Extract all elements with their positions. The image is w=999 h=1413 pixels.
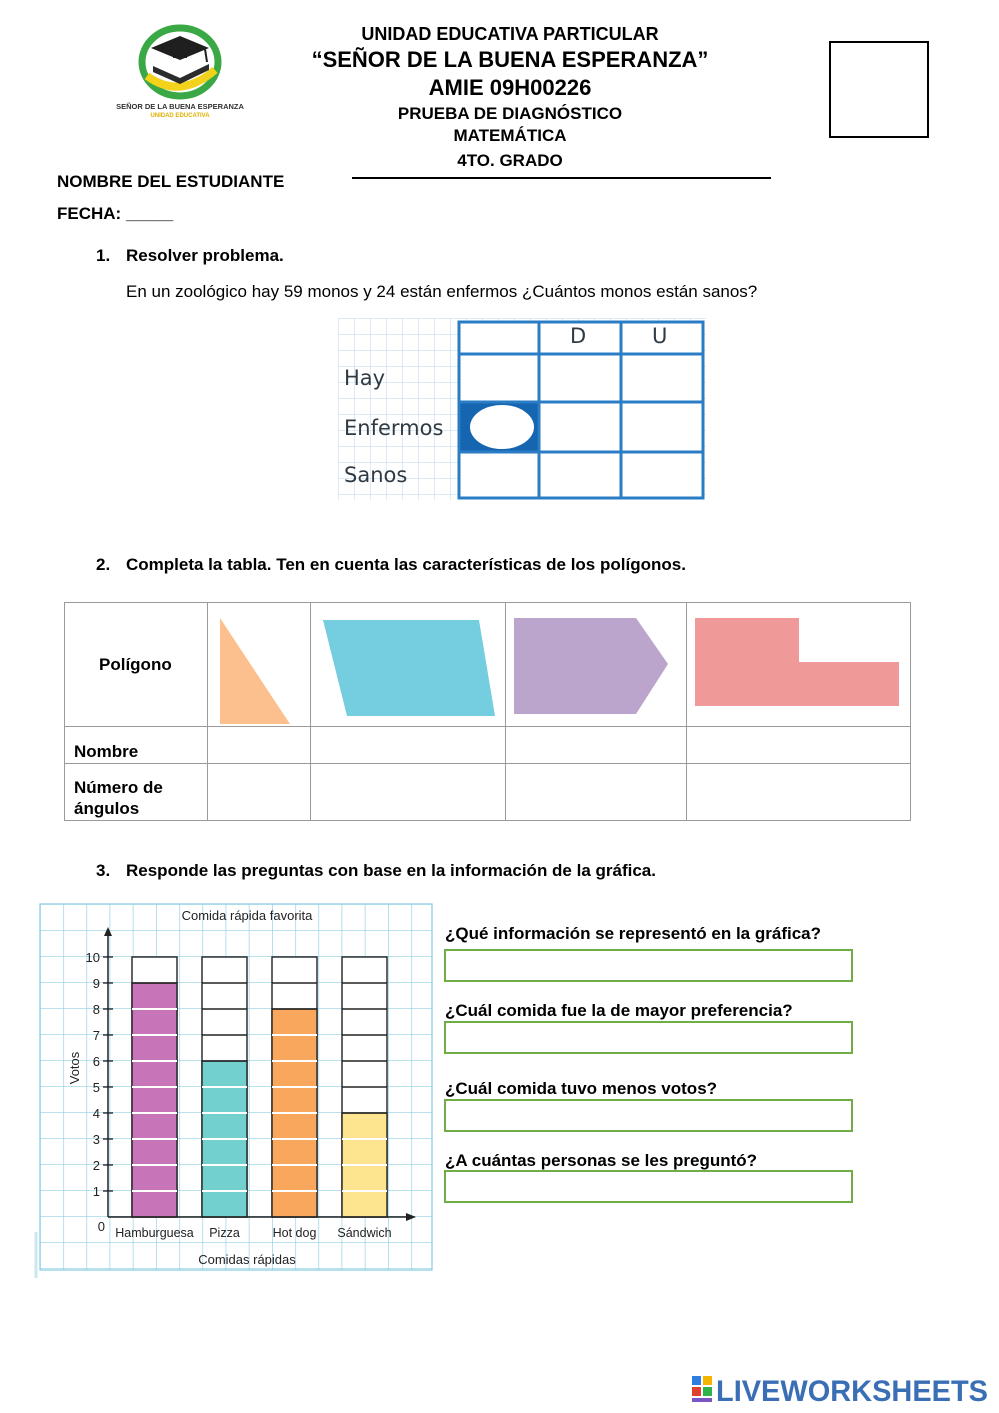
angulos-label: Número de ángulos: [65, 764, 208, 821]
liveworksheets-logo: [692, 1372, 992, 1406]
angulos-cell-4[interactable]: [687, 764, 911, 821]
answer-box-4[interactable]: [444, 1170, 853, 1203]
angulos-cell-1[interactable]: [208, 764, 311, 821]
col-u: U: [652, 324, 668, 348]
chart-xlabel: Comidas rápidas: [198, 1252, 296, 1267]
q1-title: Resolver problema.: [126, 246, 284, 265]
school-type: UNIDAD EDUCATIVA PARTICULAR: [361, 24, 659, 44]
logo-subcaption: UNIDAD EDUCATIVA: [150, 113, 210, 119]
student-name-label: NOMBRE DEL ESTUDIANTE: [57, 172, 285, 191]
row-sanos: Sanos: [344, 463, 408, 487]
question-4: ¿A cuántas personas se les preguntó?: [445, 1151, 758, 1170]
y-tick-label-10: 10: [85, 950, 100, 965]
nombre-cell-3[interactable]: [506, 727, 687, 764]
du-grid: [338, 318, 706, 500]
y-tick-label-0: 0: [97, 1219, 105, 1234]
y-tick-label-7: 7: [92, 1028, 100, 1043]
triangle-shape: [208, 604, 310, 726]
row-hay: Hay: [344, 366, 386, 390]
q3-number: 3.: [96, 861, 111, 880]
subject: MATEMÁTICA: [453, 126, 567, 145]
school-logo: [116, 18, 244, 123]
bar-0: [132, 983, 177, 1217]
y-tick-label-1: 1: [92, 1184, 100, 1199]
nombre-cell-4[interactable]: [687, 727, 911, 764]
y-tick-label-3: 3: [92, 1132, 100, 1147]
question-2: ¿Cuál comida fue la de mayor preferencia?: [445, 1001, 793, 1020]
question-1: ¿Qué información se representó en la gráfica?: [445, 924, 821, 943]
amie-code: AMIE 09H00226: [428, 75, 592, 100]
q2-number: 2.: [96, 555, 111, 574]
x-tick-label-3: Sándwich: [337, 1226, 392, 1240]
nombre-cell-2[interactable]: [311, 727, 506, 764]
fast-food-chart: [34, 900, 436, 1280]
y-tick-label-4: 4: [92, 1106, 100, 1121]
q1-text: En un zoológico hay 59 monos y 24 están enfermos ¿Cuántos monos están sanos?: [126, 282, 758, 301]
q2-title: Completa la tabla. Ten en cuenta las características de los polígonos.: [126, 555, 686, 574]
student-name-line[interactable]: [352, 177, 771, 179]
shape-cell-3: [506, 603, 687, 727]
y-tick-label-6: 6: [92, 1054, 100, 1069]
chart-ylabel: Votos: [67, 1051, 82, 1085]
y-tick-label-5: 5: [92, 1080, 100, 1095]
x-tick-label-2: Hot dog: [272, 1226, 317, 1240]
polygon-table: [64, 602, 911, 821]
answer-box-1[interactable]: [444, 949, 853, 982]
y-tick-label-9: 9: [92, 976, 100, 991]
answer-box-2[interactable]: [444, 1021, 853, 1054]
enfermos-oval: [470, 405, 534, 449]
grade: 4TO. GRADO: [457, 151, 563, 170]
poligono-label: Polígono: [65, 603, 208, 727]
q3-title: Responde las preguntas con base en la información de la gráfica.: [126, 861, 656, 880]
angulos-cell-3[interactable]: [506, 764, 687, 821]
date-label: FECHA: _____: [57, 204, 174, 223]
test-type: PRUEBA DE DIAGNÓSTICO: [397, 104, 623, 123]
y-tick-label-8: 8: [92, 1002, 100, 1017]
col-d: D: [570, 324, 587, 348]
l-shape: [687, 604, 910, 726]
row-enfermos: Enfermos: [344, 416, 444, 440]
x-tick-label-0: Hamburguesa: [115, 1226, 194, 1240]
school-name: “SEÑOR DE LA BUENA ESPERANZA”: [311, 47, 709, 72]
shape-cell-1: [208, 603, 311, 727]
x-tick-label-1: Pizza: [209, 1226, 240, 1240]
angulos-cell-2[interactable]: [311, 764, 506, 821]
answer-box-3[interactable]: [444, 1099, 853, 1132]
pentagon-shape: [506, 604, 686, 726]
brand-name: LIVEWORKSHEETS: [716, 1375, 988, 1408]
photo-box: [829, 41, 929, 138]
logo-caption: SEÑOR DE LA BUENA ESPERANZA: [116, 102, 244, 111]
question-3: ¿Cuál comida tuvo menos votos?: [445, 1079, 718, 1098]
nombre-cell-1[interactable]: [208, 727, 311, 764]
parallelogram-shape: [311, 604, 505, 726]
chart-title: Comida rápida favorita: [181, 908, 313, 923]
q1-number: 1.: [96, 246, 111, 265]
nombre-label: Nombre: [65, 727, 208, 764]
shape-cell-2: [311, 603, 506, 727]
shape-cell-4: [687, 603, 911, 727]
y-tick-label-2: 2: [92, 1158, 100, 1173]
